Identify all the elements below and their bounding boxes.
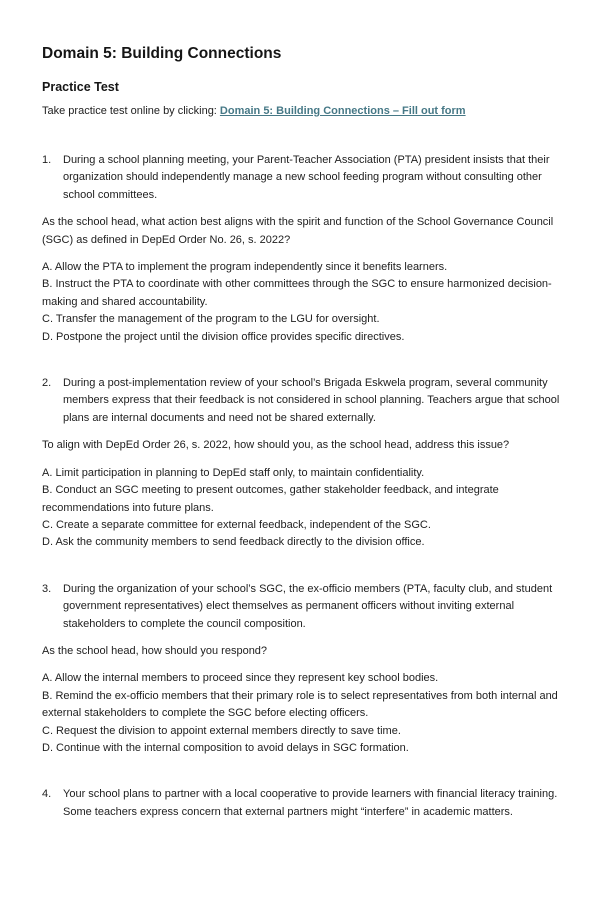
intro-text: Take practice test online by clicking: (42, 105, 220, 117)
question-options (42, 465, 569, 552)
question-prompt: As the school head, how should you respond? (42, 644, 268, 657)
document-title: Domain 5: Building Connections (42, 45, 282, 62)
intro-line (42, 104, 569, 119)
answer-option-c: C. Transfer the management of the program to the LGU for oversight. (42, 313, 380, 326)
question-block-3 (42, 581, 569, 758)
answer-option-a: A. Limit participation in planning to DepEd staff only, to maintain confidentiality. (42, 466, 425, 479)
section-heading: Practice Test (42, 80, 119, 94)
question-prompt: To align with DepEd Order 26, s. 2022, how should you, as the school head, address this issue? (42, 439, 510, 452)
answer-option-b: B. Conduct an SGC meeting to present outcomes, gather stakeholder feedback, and integrate recommendations into future plans. (42, 484, 499, 514)
answer-option-b: B. Instruct the PTA to coordinate with other committees through the SGC to ensure harmonized decision-making and shared accountability. (42, 278, 552, 308)
answer-option-a: A. Allow the PTA to implement the program independently since it benefits learners. (42, 261, 448, 274)
answer-option-b: B. Remind the ex-officio members that their primary role is to select representatives from both internal and external stakeholders to complete the SGC before electing officers. (42, 689, 558, 720)
question-scenario: During a post-implementation review of your school’s Brigada Eskwela program, several community members express that their feedback is not considered in school planning. Teachers argue that school plans are internal documents and need not be shared externally. (63, 377, 560, 424)
question-block-4 (42, 786, 569, 821)
question-prompt: As the school head, what action best aligns with the spirit and function of the School Governance Council (SGC) as defined in DepEd Order No. 26, s. 2022? (42, 216, 554, 246)
question-number: 3. (42, 582, 52, 595)
question-options (42, 670, 569, 757)
answer-option-c: C. Create a separate committee for external feedback, independent of the SGC. (42, 518, 431, 531)
answer-option-d: D. Postpone the project until the division office provides specific directives. (42, 330, 405, 343)
question-scenario-row (42, 581, 569, 633)
question-options (42, 259, 569, 346)
answer-option-a: A. Allow the internal members to proceed since they represent key school bodies. (42, 672, 439, 685)
question-number: 1. (42, 154, 52, 166)
question-number: 2. (42, 377, 52, 390)
question-scenario: During the organization of your school’s SGC, the ex-officio members (PTA, faculty club, and student government representatives) elect themselves as permanent officers without inviting external stakeholders to complete the council composition. (63, 582, 553, 630)
question-scenario-row (42, 152, 569, 204)
answer-option-d: D. Ask the community members to send feedback directly to the division office. (42, 536, 425, 549)
question-number: 4. (42, 788, 52, 801)
question-block-1 (42, 152, 569, 346)
question-scenario: Your school plans to partner with a local cooperative to provide learners with financial literacy training. Some teachers express concern that external partners might “interfere” in academic matters. (63, 788, 558, 818)
question-scenario-row (42, 375, 569, 427)
question-block-2 (42, 375, 569, 552)
question-scenario: During a school planning meeting, your Parent-Teacher Association (PTA) president insists that their organization should independently manage a new school feeding program without consulting other school committees. (63, 154, 550, 201)
answer-option-c: C. Request the division to appoint external members directly to save time. (42, 724, 401, 737)
answer-option-d: D. Continue with the internal composition to avoid delays in SGC formation. (42, 741, 409, 754)
practice-form-link[interactable]: Domain 5: Building Connections – Fill out form (219, 105, 466, 117)
question-scenario-row (42, 786, 569, 821)
